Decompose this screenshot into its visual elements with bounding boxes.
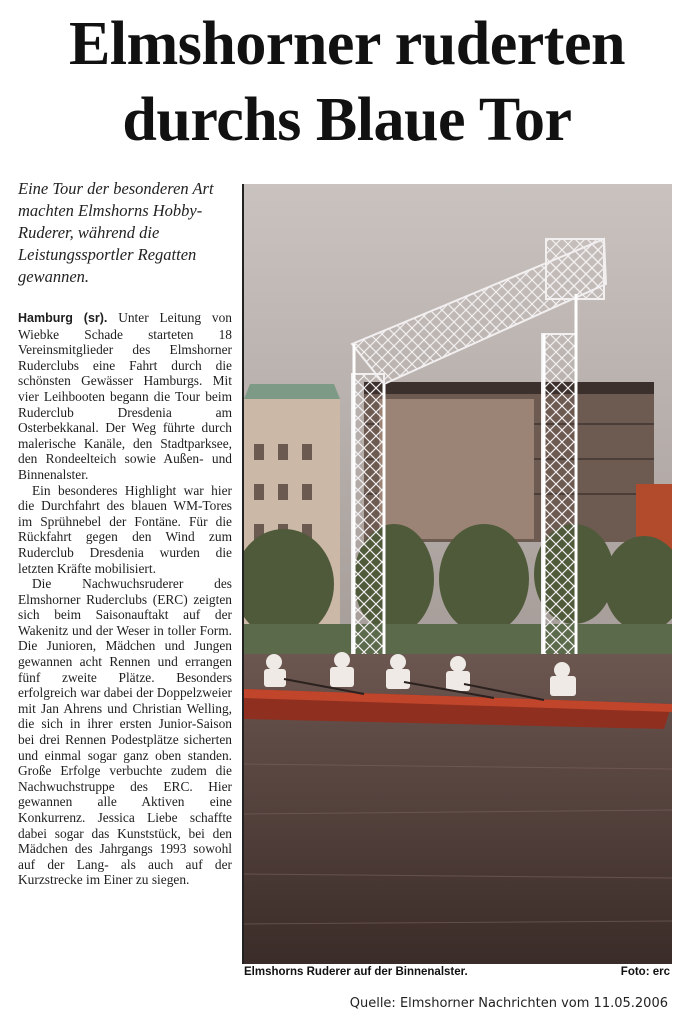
article-body: [18, 310, 232, 888]
dateline: Hamburg (sr).: [18, 311, 108, 325]
headline-line-1: Elmshorner ruderten: [69, 10, 625, 78]
article-paragraph-2: Ein besonderes Highlight war hier die Durchfahrt des blauen WM-Tores im Sprühnebel der Fontäne. Für die Rückfahrt gegen den Wind zum Ruderclub Dresdenia wurden die letzten Kräfte mobilisiert.: [18, 482, 232, 576]
rowing-photo: [242, 184, 672, 964]
headline-line-2: durchs Blaue Tor: [122, 86, 572, 154]
article-paragraph-1-text: Unter Leitung von Wiebke Schade starteten 18 Vereinsmitglieder des Elmshorner Ruderclubs eine Fahrt durch die schönsten Gewässer Hamburgs. Mit vier Leihbooten begann die Tour beim Ruderclub Dresdenia am Osterbekkanal. Der Weg führte durch malerische Kanäle, den Stadtparksee, den Rondeelteich sowie Außen- und Binnenalster.: [18, 310, 232, 482]
article-paragraph-3: Die Nachwuchsruderer des Elmshorner Ruderclubs (ERC) zeigten sich beim Saisonauftakt auf der Wakenitz und der Weser in toller Form. Die Junioren, Mädchen und Jungen gewannen acht Rennen und errangen fünf zweite Plätze. Besonders erfolgreich war dabei der Doppelzweier mit Jan Ahrens und Christian Welling, die sich in ihrer ersten Junior-Saison bei drei Rennen Podestplätze sicherten und einmal sogar ganz oben standen. Große Erfolge verbuchte zudem die Nachwuchstruppe des ERC. Hier gewannen alle Aktiven eine Konkurrenz. Jessica Liebe schaffte dabei sogar das Kunststück, bei den Mädchen des Jahrgangs 1993 sowohl auf der Lang- als auch auf der Kurzstrecke im Einer zu siegen.: [18, 576, 232, 888]
photo-credit: Foto: erc: [620, 966, 670, 978]
headline: [0, 6, 694, 158]
photo-caption: Elmshorns Ruderer auf der Binnenalster.: [244, 966, 468, 978]
article-paragraph-1: [18, 310, 232, 483]
source-note: Quelle: Elmshorner Nachrichten vom 11.05.2006: [349, 996, 668, 1011]
photo-caption-row: [244, 966, 670, 978]
lead-paragraph: Eine Tour der besonderen Art machten Elmshorns Hobby-Ruderer, während die Leistungssportler Regatten gewannen.: [18, 179, 214, 286]
